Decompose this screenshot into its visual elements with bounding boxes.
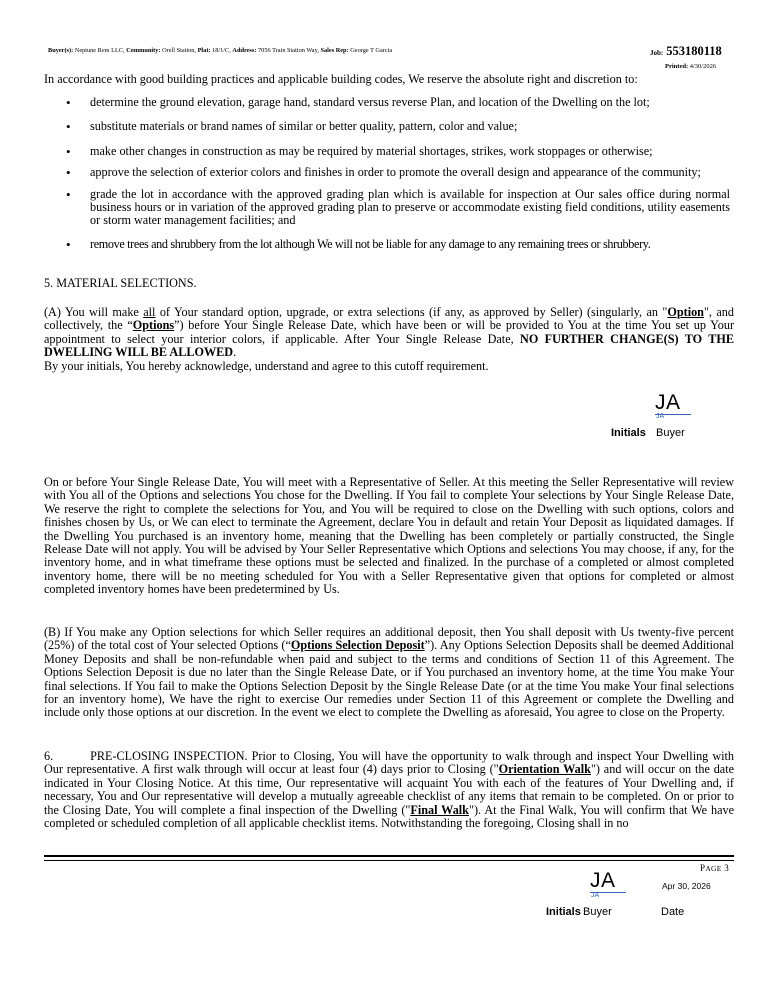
reserved-rights-list (90, 96, 730, 251)
initials-small-text: JA (656, 413, 665, 420)
list-item: • remove trees and shrubbery from the lot although We will not be liable for any damage to any remaining trees or shrubbery. (90, 238, 730, 251)
printed-label: Printed: (665, 63, 689, 70)
section-6-paragraph: 6. PRE-CLOSING INSPECTION. Prior to Closing, You will have the opportunity to walk through and inspect Your Dwelling with Our representative. A first walk through will occur at least four (4) days prior to Closing ("Orientation Walk") and will occur on the date indicated in Your Closing Notice. At this time, Our representative will acquaint You with each of the features of Your Dwelling and, if necessary, You and Our representative will develop a mutually agreeable checklist of any items that remain to be completed. On or prior to the Closing Date, You will complete a final inspection of the Dwelling ("Final Walk"). At the Final Walk, You will confirm that We have completed or scheduled completion of all applicable checklist items. Notwithstanding the foregoing, Closing shall in no (44, 749, 735, 831)
date-label: Date (661, 906, 685, 918)
job-label: Job: (650, 49, 664, 57)
buyers-value: Neptune Rem LLC, (74, 47, 125, 54)
reserve-rights-intro: In accordance with good building practices and applicable building codes, We reserve the absolute right and discretion to: (44, 72, 638, 86)
page-number-value: 3 (724, 863, 730, 873)
buyer-initials-signature[interactable] (655, 391, 695, 415)
buyers-label: Buyer(s): (48, 47, 74, 54)
job-number: 553180118 (666, 44, 722, 58)
address-value: 7056 Train Station Way, (258, 47, 319, 54)
signed-date: Apr 30, 2026 (662, 881, 711, 891)
list-item: • make other changes in construction as may be required by material shortages, strikes, work stoppages or otherwise; (90, 145, 730, 158)
term-options-selection-deposit: Options Selection Deposit (290, 638, 425, 653)
document-header-info (48, 47, 392, 54)
plat-label: Plat: (197, 47, 211, 54)
acknowledgement-text: By your initials, You hereby acknowledge, understand and agree to this cutoff requirement. (44, 358, 489, 373)
section-5a-paragraph: (A) You will make all of Your standard option, upgrade, or extra selections (if any, as approved by Seller) (singularly, an "Option", and collectively, the “Options”) before Your Single Release Date, which have been or will be provided to You at the time You set up Your appointment to select your interior colors, if applicable. After Your Single Release Date, NO FURTHER CHANGE(S) TO THE DWELLING WILL BE ALLOWED. By your initials, You hereby acknowledge, understand and agree to this cutoff requirement. (44, 305, 734, 373)
buyer-label: Buyer (583, 906, 612, 918)
buyer-label: Buyer (656, 427, 685, 439)
initials-label: Initials (611, 427, 646, 439)
term-option: Option (667, 305, 704, 319)
list-item: • grade the lot in accordance with the approved grading plan which is available for inspection at Our sales office during normal business hours or in variation of the approved grading plan to preserve or accommodate existing field conditions, utility easements or storm water management facilities; and (90, 188, 730, 228)
list-item: • approve the selection of exterior colors and finishes in order to promote the overall design and appearance of the community; (90, 166, 730, 179)
footer-buyer-initials-signature[interactable] (590, 869, 630, 893)
single-release-paragraph: On or before Your Single Release Date, You will meet with a Representative of Seller. At this meeting the Seller Representative will review with You all of the Options and selections You chose for the Dwelling. If You fail to complete Your selections by Your Single Release Date, We reserve the right to complete the selections for You, and You will be required to close on the Dwelling with such options, colors and finishes chosen by Us, or We can elect to terminate the Agreement, declare You in default and retain Your Deposit as liquidated damages. If the Dwelling You purchased is an inventory home, meaning that the Dwelling has been completely or partially constructed, the Single Release Date will not apply. You will be advised by Your Seller Representative which Options and selections You may choose, if any, for the inventory home, and in what timeframe these options must be selected and finalized. In the purchase of a completed or almost completed inventory home, there will be no meeting scheduled for You with a Seller Representative given that options for completed or almost completed inventory homes have been predetermined by Us. (44, 475, 734, 597)
initials-signature: JA (655, 391, 681, 414)
term-all: all (143, 305, 156, 319)
address-label: Address: (232, 47, 257, 54)
footer-rule-thick (44, 855, 734, 857)
section-5-heading: 5. MATERIAL SELECTIONS. (44, 276, 197, 290)
no-changes-warning: NO FURTHER CHANGE(S) TO THE DWELLING WILL BE ALLOWED (44, 331, 734, 360)
footer-rule-thin (44, 860, 734, 861)
community-label: Community: (126, 47, 161, 54)
job-number-block (650, 44, 722, 59)
printed-date: 4/30/2026 (689, 63, 717, 70)
initials-signature: JA (590, 869, 616, 892)
term-orientation-walk: Orientation Walk (498, 762, 591, 777)
sales-rep-label: Sales Rep: (320, 47, 349, 54)
printed-date-block (665, 63, 716, 70)
list-item: • determine the ground elevation, garage hand, standard versus reverse Plan, and location of the Dwelling on the lot; (90, 96, 730, 109)
page-number: PAGE 3 (700, 863, 730, 873)
section-6-number: 6. (44, 749, 54, 763)
community-value: Orell Station, (162, 47, 196, 54)
term-options: Options (132, 318, 175, 333)
list-item: • substitute materials or brand names of similar or better quality, pattern, color and value; (90, 120, 730, 133)
sales-rep-value: George T Garcia (350, 47, 393, 54)
section-5b-paragraph: (B) If You make any Option selections for which Seller requires an additional deposit, then You shall deposit with Us twenty-five percent (25%) of the total cost of Your selected Options (“Options Selection Deposit”). Any Options Selection Deposits shall be deemed Additional Money Deposits and shall be non-refundable when paid and subject to the terms and conditions of Section 11 of this Agreement. The Options Selection Deposit is due no later than the Single Release Date, or if You purchased an inventory home, at the time You make Your final selections. If You fail to make the Options Selection Deposit by the Single Release Date (or at the time You make Your final selections for an inventory home), We have the right to exercise Our remedies under Section 11 of this Agreement or complete the Dwelling and include only those options at our discretion. In the event we elect to complete the Dwelling as aforesaid, You agree to close on the Property. (44, 625, 734, 720)
initials-label: Initials (546, 906, 581, 918)
initials-small-text: JA (591, 892, 600, 899)
plat-value: 18/1/C, (212, 47, 231, 54)
term-final-walk: Final Walk (410, 802, 469, 817)
